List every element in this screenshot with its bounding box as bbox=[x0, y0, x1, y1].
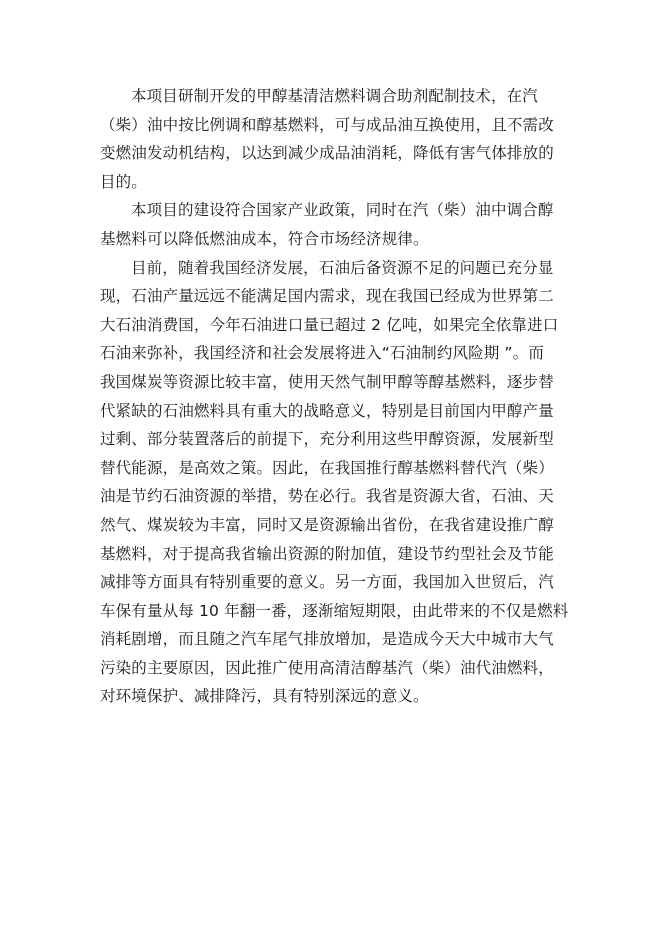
text-line: 基燃料，对于提高我省输出资源的附加值，建设节约型社会及节能 bbox=[100, 544, 554, 563]
text-line: 减排等方面具有特别重要的意义。另一方面，我国加入世贸后，汽 bbox=[100, 573, 554, 592]
text-line: 油是节约石油资源的举措，势在必行。我省是资源大省，石油、天 bbox=[100, 487, 554, 506]
text-line: 车保有量从每 10 年翻一番，逐渐缩短期限，由此带来的不仅是燃料 bbox=[100, 601, 569, 620]
text-line: 替代能源，是高效之策。因此，在我国推行醇基燃料替代汽（柴） bbox=[100, 458, 554, 477]
text-line: 代紧缺的石油燃料具有重大的战略意义，特别是目前国内甲醇产量 bbox=[100, 401, 554, 420]
text-line: 然气、煤炭较为丰富，同时又是资源输出省份，在我省建设推广醇 bbox=[100, 515, 554, 534]
text-line: 现，石油产量远远不能满足国内需求，现在我国已经成为世界第二 bbox=[100, 287, 554, 306]
text-line: 对环境保护、减排降污，具有特别深远的意义。 bbox=[100, 687, 429, 706]
paragraph-background-significance bbox=[100, 254, 569, 712]
text-line: 石油来弥补，我国经济和社会发展将进入“石油制约风险期 ”。而 bbox=[100, 344, 544, 363]
text-line: 目的。 bbox=[100, 172, 147, 191]
text-line: 污染的主要原因，因此推广使用高清洁醇基汽（柴）油代油燃料， bbox=[100, 658, 554, 677]
text-line: 本项目的建设符合国家产业政策，同时在汽（柴）油中调合醇 bbox=[131, 201, 554, 220]
text-line: 本项目研制开发的甲醇基清洁燃料调合助剂配制技术，在汽 bbox=[131, 87, 538, 105]
text-line: 过剩、部分装置落后的前提下，充分利用这些甲醇资源，发展新型 bbox=[100, 430, 554, 449]
text-line: 大石油消费国，今年石油进口量已超过 2 亿吨，如果完全依靠进口 bbox=[100, 315, 559, 334]
text-line: （柴）油中按比例调和醇基燃料，可与成品油互换使用，且不需改 bbox=[100, 115, 554, 134]
paragraph-technology-overview bbox=[100, 82, 565, 196]
text-line: 消耗剧增，而且随之汽车尾气排放增加，是造成今天大中城市大气 bbox=[100, 630, 554, 649]
text-line: 变燃油发动机结构，以达到减少成品油消耗，降低有害气体排放的 bbox=[100, 144, 554, 163]
text-line: 目前，随着我国经济发展，石油后备资源不足的问题已充分显 bbox=[131, 258, 554, 277]
document-body bbox=[100, 82, 569, 711]
text-line: 基燃料可以降低燃油成本，符合市场经济规律。 bbox=[100, 229, 429, 248]
text-line: 我国煤炭等资源比较丰富，使用天然气制甲醇等醇基燃料，逐步替 bbox=[100, 372, 554, 391]
paragraph-policy-compliance bbox=[100, 196, 565, 253]
